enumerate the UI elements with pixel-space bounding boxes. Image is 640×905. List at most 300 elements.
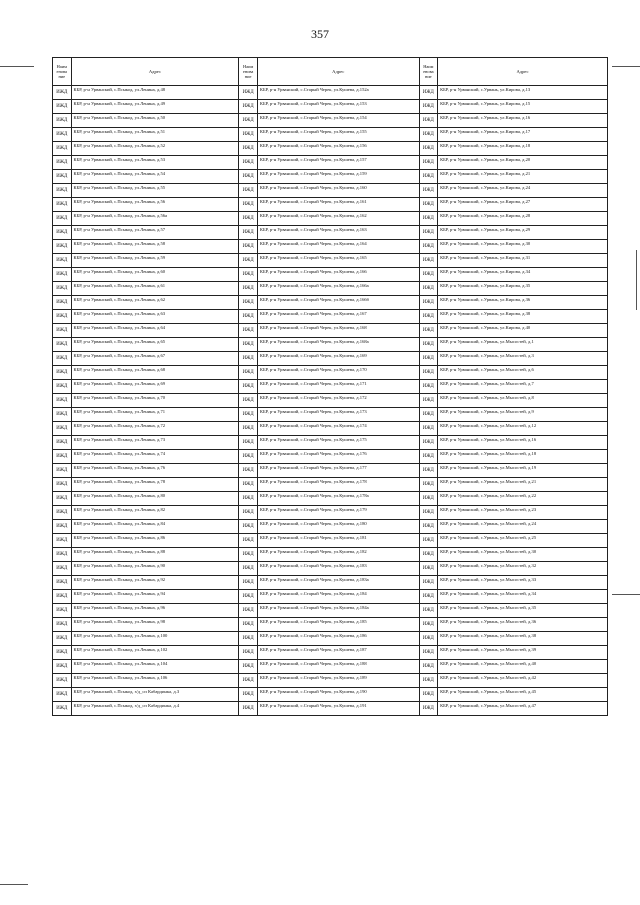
cell-type: ИЖД [419, 226, 438, 240]
cell-type: ИЖД [239, 212, 258, 226]
cell-address: КБР, р-н Урванский, с.Старый Черек, ул.Кушева, д.170 [257, 366, 419, 380]
cell-address: КБР, р-н Урванский, с.Старый Черек, ул.Кушева, д.161 [257, 198, 419, 212]
cell-address: КБР, р-н Урванский, с.Псыкод, ул.Ленина, д.64 [71, 324, 239, 338]
cell-type: ИЖД [53, 198, 72, 212]
cell-address: КБР, р-н Урванский, с.Старый Черек, ул.Кушева, д.184 [257, 590, 419, 604]
table-row [53, 268, 608, 282]
cell-type: ИЖД [239, 674, 258, 688]
cell-address: КБР, р-н Урванский, с.Псыкод, ул.Ленина, д.82 [71, 506, 239, 520]
cell-type: ИЖД [53, 100, 72, 114]
cell-type: ИЖД [419, 618, 438, 632]
cell-address: КБР, р-н Урванский, с.Урвань, ул.Кирова, д.31 [438, 254, 608, 268]
cell-address: КБР, р-н Урванский, с.Псыкод, ул.Ленина, д.94 [71, 590, 239, 604]
cell-address: КБР, р-н Урванский, с.Урвань, ул.Кирова, д.17 [438, 128, 608, 142]
cell-type: ИЖД [53, 86, 72, 100]
cell-type: ИЖД [53, 128, 72, 142]
cell-address: КБР, р-н Урванский, с.Урвань, ул.Кирова, д.35 [438, 282, 608, 296]
cell-type: ИЖД [419, 674, 438, 688]
cell-type: ИЖД [53, 492, 72, 506]
cell-address: КБР, р-н Урванский, с.Урвань, ул.Кирова, д.34 [438, 268, 608, 282]
cell-address: КБР, р-н Урванский, с.Старый Черек, ул.Кушева, д.168 [257, 324, 419, 338]
cell-type: ИЖД [53, 184, 72, 198]
table-row [53, 226, 608, 240]
cell-type: ИЖД [53, 576, 72, 590]
cell-type: ИЖД [419, 436, 438, 450]
cell-address: КБР, р-н Урванский, с.Старый Черек, ул.Кушева, д.183 [257, 562, 419, 576]
cell-address: КБР, р-н Урванский, с.Урвань, ул.Мысостей, д.25 [438, 534, 608, 548]
cell-address: КБР, р-н Урванский, с.Псыкод, ул.Ленина, д.96 [71, 604, 239, 618]
cell-address: КБР, р-н Урванский, с.Псыкод, ул.Ленина, д.50 [71, 114, 239, 128]
table-body [53, 86, 608, 716]
cell-address: КБР, р-н Урванский, с.Урвань, ул.Мысостей, д.7 [438, 380, 608, 394]
table-row [53, 632, 608, 646]
cell-address: КБР, р-н Урванский, с.Старый Черек, ул.Кушева, д.178а [257, 492, 419, 506]
cell-address: КБР, р-н Урванский, с.Псыкод, ул.Ленина, д.62 [71, 296, 239, 310]
cell-type: ИЖД [53, 506, 72, 520]
cell-type: ИЖД [53, 702, 72, 716]
cell-type: ИЖД [239, 86, 258, 100]
table-row [53, 520, 608, 534]
header-name-2: Наим енова ние [239, 58, 258, 86]
cell-address: КБР, р-н Урванский, с.Псыкод, ул.Ленина, д.92 [71, 576, 239, 590]
cell-address: КБР, р-н Урванский, с.Псыкод, ул.Ленина, д.80 [71, 492, 239, 506]
table-row [53, 352, 608, 366]
table-row [53, 324, 608, 338]
cell-address: КБР, р-н Урванский, с.Старый Черек, ул.Кушева, д.179 [257, 506, 419, 520]
cell-address: КБР, р-н Урванский, с.Псыкод, ул.Ленина, д.98 [71, 618, 239, 632]
cell-type: ИЖД [53, 394, 72, 408]
table-row [53, 338, 608, 352]
right-edge-mark [636, 250, 637, 310]
table-row [53, 450, 608, 464]
cell-type: ИЖД [53, 422, 72, 436]
cell-type: ИЖД [419, 114, 438, 128]
cell-address: КБР, р-н Урванский, с.Старый Черек, ул.Кушева, д.166б [257, 296, 419, 310]
cell-address: КБР, р-н Урванский, с.Старый Черек, ул.Кушева, д.153 [257, 100, 419, 114]
cell-address: КБР, р-н Урванский, с.Урвань, ул.Мысостей, д.19 [438, 464, 608, 478]
cell-type: ИЖД [53, 590, 72, 604]
table-row [53, 436, 608, 450]
cell-type: ИЖД [419, 660, 438, 674]
cell-type: ИЖД [239, 562, 258, 576]
cell-type: ИЖД [419, 590, 438, 604]
cell-type: ИЖД [239, 310, 258, 324]
cell-type: ИЖД [419, 352, 438, 366]
cell-type: ИЖД [239, 520, 258, 534]
cell-address: КБР, р-н Урванский, с.Старый Черек, ул.Кушева, д.168а [257, 338, 419, 352]
cell-type: ИЖД [53, 436, 72, 450]
cell-type: ИЖД [419, 688, 438, 702]
cell-type: ИЖД [419, 408, 438, 422]
cell-type: ИЖД [419, 534, 438, 548]
table-header-row [53, 58, 608, 86]
cell-type: ИЖД [419, 562, 438, 576]
cell-type: ИЖД [53, 520, 72, 534]
table-row [53, 674, 608, 688]
cell-address: КБР, р-н Урванский, с.Псыкод, ул.Ленина, д.106 [71, 674, 239, 688]
cell-address: КБР, р-н Урванский, с.Псыкод, ул.Ленина, д.51 [71, 128, 239, 142]
table-row [53, 366, 608, 380]
cell-address: КБР, р-н Урванский, с.Псыкод, ул.Ленина, д.67 [71, 352, 239, 366]
cell-type: ИЖД [239, 688, 258, 702]
table-row [53, 380, 608, 394]
cell-address: КБР, р-н Урванский, с.Псыкод, ул.Ленина, д.71 [71, 408, 239, 422]
cell-address: КБР, р-н Урванский, с.Старый Черек, ул.Кушева, д.163 [257, 226, 419, 240]
table-row [53, 646, 608, 660]
cell-type: ИЖД [419, 198, 438, 212]
cell-type: ИЖД [53, 380, 72, 394]
cell-type: ИЖД [239, 590, 258, 604]
table-row [53, 422, 608, 436]
cell-address: КБР, р-н Урванский, с.Урвань, ул.Мысостей, д.36 [438, 618, 608, 632]
cell-address: КБР, р-н Урванский, с.Старый Черек, ул.Кушева, д.157 [257, 156, 419, 170]
cell-type: ИЖД [239, 226, 258, 240]
cell-type: ИЖД [53, 156, 72, 170]
cell-type: ИЖД [239, 506, 258, 520]
cell-address: КБР, р-н Урванский, с.Урвань, ул.Кирова, д.16 [438, 114, 608, 128]
cell-type: ИЖД [53, 226, 72, 240]
cell-type: ИЖД [419, 240, 438, 254]
cell-address: КБР, р-н Урванский, с.Старый Черек, ул.Кушева, д.183а [257, 576, 419, 590]
cell-type: ИЖД [239, 156, 258, 170]
table-row [53, 128, 608, 142]
cell-address: КБР, р-н Урванский, с.Старый Черек, ул.Кушева, д.154 [257, 114, 419, 128]
cell-address: КБР, р-н Урванский, с.Старый Черек, ул.Кушева, д.172 [257, 394, 419, 408]
cell-address: КБР, р-н Урванский, с.Старый Черек, ул.Кушева, д.182 [257, 548, 419, 562]
cell-address: КБР, р-н Урванский, с.Урвань, ул.Мысостей, д.8 [438, 394, 608, 408]
address-table [52, 57, 608, 716]
cell-type: ИЖД [419, 380, 438, 394]
cell-address: КБР, р-н Урванский, с.Урвань, ул.Кирова, д.29 [438, 226, 608, 240]
cell-type: ИЖД [239, 632, 258, 646]
cell-type: ИЖД [53, 310, 72, 324]
cell-address: КБР, р-н Урванский, с.Псыкод, ул.Ленина, д.58 [71, 240, 239, 254]
table-row [53, 114, 608, 128]
cell-type: ИЖД [419, 450, 438, 464]
cell-address: КБР, р-н Урванский, с.Псыкод, ул.Ленина, д.78 [71, 478, 239, 492]
cell-address: КБР, р-н Урванский, с.Урвань, ул.Мысостей, д.39 [438, 646, 608, 660]
cell-type: ИЖД [419, 548, 438, 562]
left-margin-mark-2 [0, 884, 28, 885]
cell-address: КБР, р-н Урванский, с.Старый Черек, ул.Кушева, д.189 [257, 674, 419, 688]
cell-type: ИЖД [53, 268, 72, 282]
cell-type: ИЖД [419, 170, 438, 184]
cell-type: ИЖД [239, 366, 258, 380]
cell-type: ИЖД [239, 352, 258, 366]
cell-address: КБР, р-н Урванский, с.Псыкод, ул.Ленина, д.63 [71, 310, 239, 324]
cell-type: ИЖД [53, 632, 72, 646]
cell-address: КБР, р-н Урванский, с.Псыкод, ул.Ленина, д.70 [71, 394, 239, 408]
cell-type: ИЖД [419, 296, 438, 310]
cell-address: КБР, р-н Урванский, с.Урвань, ул.Мысостей, д.12 [438, 422, 608, 436]
cell-address: КБР, р-н Урванский, с.Урвань, ул.Мысостей, д.40 [438, 660, 608, 674]
cell-type: ИЖД [239, 170, 258, 184]
cell-address: КБР, р-н Урванский, с.Старый Черек, ул.Кушева, д.175 [257, 436, 419, 450]
cell-address: КБР, р-н Урванский, с.Старый Черек, ул.Кушева, д.156 [257, 142, 419, 156]
cell-address: КБР, р-н Урванский, с.Урвань, ул.Кирова, д.28 [438, 212, 608, 226]
cell-address: КБР, р-н Урванский, с.Псыкод, ул.Ленина, д.56а [71, 212, 239, 226]
cell-address: КБР, р-н Урванский, с.Старый Черек, ул.Кушева, д.173 [257, 408, 419, 422]
cell-type: ИЖД [419, 632, 438, 646]
cell-type: ИЖД [239, 282, 258, 296]
cell-address: КБР, р-н Урванский, с.Урвань, ул.Мысостей, д.45 [438, 688, 608, 702]
cell-type: ИЖД [53, 240, 72, 254]
cell-address: КБР, р-н Урванский, с.Псыкод, ул.Ленина, д.100 [71, 632, 239, 646]
left-margin-mark [0, 66, 34, 67]
cell-type: ИЖД [239, 268, 258, 282]
table-row [53, 212, 608, 226]
cell-address: КБР, р-н Урванский, с.Псыкод, ул.Ленина, д.49 [71, 100, 239, 114]
cell-type: ИЖД [53, 142, 72, 156]
table-row [53, 156, 608, 170]
cell-type: ИЖД [239, 380, 258, 394]
cell-type: ИЖД [53, 604, 72, 618]
cell-type: ИЖД [239, 198, 258, 212]
cell-type: ИЖД [419, 128, 438, 142]
cell-address: КБР, р-н Урванский, с.Псыкод, ул.Ленина, д.69 [71, 380, 239, 394]
cell-type: ИЖД [419, 394, 438, 408]
cell-address: КБР, р-н Урванский, с.Псыкод, ул.Ленина, д.60 [71, 268, 239, 282]
table-row [53, 142, 608, 156]
cell-address: КБР, р-н Урванский, с.Старый Черек, ул.Кушева, д.171 [257, 380, 419, 394]
cell-type: ИЖД [239, 324, 258, 338]
cell-address: КБР, р-н Урванский, с.Урвань, ул.Кирова, д.20 [438, 156, 608, 170]
header-address-1: Адрес [71, 58, 239, 86]
cell-type: ИЖД [239, 450, 258, 464]
table-row [53, 702, 608, 716]
cell-type: ИЖД [239, 128, 258, 142]
cell-type: ИЖД [53, 282, 72, 296]
cell-type: ИЖД [239, 394, 258, 408]
cell-type: ИЖД [53, 618, 72, 632]
cell-type: ИЖД [419, 604, 438, 618]
cell-type: ИЖД [239, 142, 258, 156]
cell-type: ИЖД [239, 478, 258, 492]
cell-address: КБР, р-н Урванский, с.Старый Черек, ул.Кушева, д.188 [257, 660, 419, 674]
cell-address: КБР, р-н Урванский, с.Урвань, ул.Мысостей, д.21 [438, 478, 608, 492]
right-margin-mark-2 [612, 594, 640, 595]
cell-address: КБР, р-н Урванский, с.Псыкод, ул.Ленина, д.76 [71, 464, 239, 478]
table-row [53, 296, 608, 310]
cell-address: КБР, р-н Урванский, с.Псыкод, ул.Ленина, д.59 [71, 254, 239, 268]
cell-address: КБР, р-н Урванский, с.Псыкод, з/д_сп Кабардинка, д.4 [71, 702, 239, 716]
cell-type: ИЖД [53, 646, 72, 660]
cell-type: ИЖД [239, 338, 258, 352]
cell-address: КБР, р-н Урванский, с.Псыкод, ул.Ленина, д.55 [71, 184, 239, 198]
cell-address: КБР, р-н Урванский, с.Урвань, ул.Мысостей, д.33 [438, 576, 608, 590]
cell-address: КБР, р-н Урванский, с.Старый Черек, ул.Кушева, д.174 [257, 422, 419, 436]
cell-address: КБР, р-н Урванский, с.Псыкод, ул.Ленина, д.48 [71, 86, 239, 100]
table-row [53, 562, 608, 576]
cell-type: ИЖД [53, 688, 72, 702]
cell-address: КБР, р-н Урванский, с.Урвань, ул.Кирова, д.24 [438, 184, 608, 198]
header-address-2: Адрес [257, 58, 419, 86]
cell-address: КБР, р-н Урванский, с.Псыкод, ул.Ленина, д.84 [71, 520, 239, 534]
cell-address: КБР, р-н Урванский, с.Старый Черек, ул.Кушева, д.159 [257, 170, 419, 184]
cell-type: ИЖД [239, 100, 258, 114]
table-row [53, 254, 608, 268]
cell-type: ИЖД [419, 100, 438, 114]
table-row [53, 86, 608, 100]
table-row [53, 478, 608, 492]
table-row [53, 548, 608, 562]
cell-type: ИЖД [53, 352, 72, 366]
cell-address: КБР, р-н Урванский, с.Урвань, ул.Кирова, д.27 [438, 198, 608, 212]
cell-address: КБР, р-н Урванский, с.Старый Черек, ул.Кушева, д.166 [257, 268, 419, 282]
cell-type: ИЖД [419, 492, 438, 506]
cell-type: ИЖД [419, 310, 438, 324]
cell-address: КБР, р-н Урванский, с.Псыкод, ул.Ленина, д.53 [71, 156, 239, 170]
page-number: 357 [311, 27, 329, 41]
cell-type: ИЖД [239, 646, 258, 660]
cell-address: КБР, р-н Урванский, с.Урвань, ул.Мысостей, д.34 [438, 590, 608, 604]
cell-address: КБР, р-н Урванский, с.Урвань, ул.Мысостей, д.38 [438, 632, 608, 646]
cell-address: КБР, р-н Урванский, с.Псыкод, ул.Ленина, д.73 [71, 436, 239, 450]
cell-address: КБР, р-н Урванский, с.Псыкод, ул.Ленина, д.74 [71, 450, 239, 464]
cell-address: КБР, р-н Урванский, с.Старый Черек, ул.Кушева, д.176 [257, 450, 419, 464]
cell-address: КБР, р-н Урванский, с.Псыкод, ул.Ленина, д.102 [71, 646, 239, 660]
cell-type: ИЖД [419, 506, 438, 520]
cell-address: КБР, р-н Урванский, с.Урвань, ул.Мысостей, д.24 [438, 520, 608, 534]
cell-address: КБР, р-н Урванский, с.Старый Черек, ул.Кушева, д.186 [257, 632, 419, 646]
cell-address: КБР, р-н Урванский, с.Старый Черек, ул.Кушева, д.184а [257, 604, 419, 618]
cell-address: КБР, р-н Урванский, с.Старый Черек, ул.Кушева, д.166а [257, 282, 419, 296]
cell-type: ИЖД [53, 450, 72, 464]
cell-type: ИЖД [239, 534, 258, 548]
cell-address: КБР, р-н Урванский, с.Урвань, ул.Мысостей, д.9 [438, 408, 608, 422]
cell-address: КБР, р-н Урванский, с.Старый Черек, ул.Кушева, д.187 [257, 646, 419, 660]
cell-address: КБР, р-н Урванский, с.Урвань, ул.Мысостей, д.18 [438, 450, 608, 464]
right-margin-mark [612, 66, 640, 67]
cell-address: КБР, р-н Урванский, с.Урвань, ул.Кирова, д.13 [438, 86, 608, 100]
table-row [53, 464, 608, 478]
cell-address: КБР, р-н Урванский, с.Старый Черек, ул.Кушева, д.167 [257, 310, 419, 324]
cell-type: ИЖД [419, 576, 438, 590]
cell-address: КБР, р-н Урванский, с.Псыкод, ул.Ленина, д.52 [71, 142, 239, 156]
cell-type: ИЖД [53, 254, 72, 268]
cell-address: КБР, р-н Урванский, с.Старый Черек, ул.Кушева, д.177 [257, 464, 419, 478]
cell-type: ИЖД [419, 464, 438, 478]
cell-address: КБР, р-н Урванский, с.Старый Черек, ул.Кушева, д.181 [257, 534, 419, 548]
cell-address: КБР, р-н Урванский, с.Псыкод, ул.Ленина, д.68 [71, 366, 239, 380]
cell-address: КБР, р-н Урванский, с.Псыкод, ул.Ленина, д.72 [71, 422, 239, 436]
table-row [53, 688, 608, 702]
cell-type: ИЖД [239, 618, 258, 632]
cell-address: КБР, р-н Урванский, с.Урвань, ул.Кирова, д.38 [438, 310, 608, 324]
cell-type: ИЖД [53, 548, 72, 562]
cell-type: ИЖД [239, 660, 258, 674]
cell-address: КБР, р-н Урванский, с.Урвань, ул.Мысостей, д.6 [438, 366, 608, 380]
cell-address: КБР, р-н Урванский, с.Псыкод, з/д_сп Кабардинка, д.3 [71, 688, 239, 702]
cell-type: ИЖД [239, 464, 258, 478]
cell-address: КБР, р-н Урванский, с.Урвань, ул.Мысостей, д.47 [438, 702, 608, 716]
cell-type: ИЖД [419, 86, 438, 100]
cell-type: ИЖД [53, 534, 72, 548]
cell-address: КБР, р-н Урванский, с.Старый Черек, ул.Кушева, д.178 [257, 478, 419, 492]
header-name-1: Наим енова ние [53, 58, 72, 86]
cell-type: ИЖД [53, 478, 72, 492]
cell-address: КБР, р-н Урванский, с.Урвань, ул.Мысостей, д.35 [438, 604, 608, 618]
cell-address: КБР, р-н Урванский, с.Урвань, ул.Мысостей, д.22 [438, 492, 608, 506]
table-row [53, 492, 608, 506]
cell-address: КБР, р-н Урванский, с.Урвань, ул.Мысостей, д.42 [438, 674, 608, 688]
table-row [53, 604, 608, 618]
table-row [53, 240, 608, 254]
cell-type: ИЖД [53, 170, 72, 184]
cell-type: ИЖД [239, 240, 258, 254]
cell-address: КБР, р-н Урванский, с.Урвань, ул.Кирова, д.15 [438, 100, 608, 114]
cell-address: КБР, р-н Урванский, с.Урвань, ул.Кирова, д.21 [438, 170, 608, 184]
cell-type: ИЖД [419, 212, 438, 226]
cell-type: ИЖД [419, 646, 438, 660]
cell-type: ИЖД [53, 212, 72, 226]
cell-type: ИЖД [419, 520, 438, 534]
cell-type: ИЖД [419, 324, 438, 338]
cell-type: ИЖД [53, 324, 72, 338]
table-row [53, 576, 608, 590]
cell-type: ИЖД [419, 702, 438, 716]
cell-type: ИЖД [419, 366, 438, 380]
cell-address: КБР, р-н Урванский, с.Урвань, ул.Кирова, д.18 [438, 142, 608, 156]
table-row [53, 394, 608, 408]
cell-type: ИЖД [419, 422, 438, 436]
cell-address: КБР, р-н Урванский, с.Старый Черек, ул.Кушева, д.155 [257, 128, 419, 142]
cell-address: КБР, р-н Урванский, с.Старый Черек, ул.Кушева, д.185 [257, 618, 419, 632]
cell-type: ИЖД [239, 436, 258, 450]
cell-type: ИЖД [239, 702, 258, 716]
table-row [53, 170, 608, 184]
cell-address: КБР, р-н Урванский, с.Псыкод, ул.Ленина, д.104 [71, 660, 239, 674]
cell-address: КБР, р-н Урванский, с.Урвань, ул.Мысостей, д.1 [438, 338, 608, 352]
table-row [53, 310, 608, 324]
cell-type: ИЖД [53, 338, 72, 352]
cell-address: КБР, р-н Урванский, с.Урвань, ул.Кирова, д.36 [438, 296, 608, 310]
cell-type: ИЖД [53, 562, 72, 576]
cell-address: КБР, р-н Урванский, с.Псыкод, ул.Ленина, д.57 [71, 226, 239, 240]
cell-type: ИЖД [419, 282, 438, 296]
table-row [53, 660, 608, 674]
table-row [53, 618, 608, 632]
cell-type: ИЖД [239, 114, 258, 128]
cell-type: ИЖД [419, 142, 438, 156]
cell-address: КБР, р-н Урванский, с.Псыкод, ул.Ленина, д.61 [71, 282, 239, 296]
cell-address: КБР, р-н Урванский, с.Урвань, ул.Мысостей, д.16 [438, 436, 608, 450]
cell-address: КБР, р-н Урванский, с.Псыкод, ул.Ленина, д.65 [71, 338, 239, 352]
cell-type: ИЖД [53, 464, 72, 478]
cell-address: КБР, р-н Урванский, с.Псыкод, ул.Ленина, д.90 [71, 562, 239, 576]
cell-type: ИЖД [53, 408, 72, 422]
cell-address: КБР, р-н Урванский, с.Урвань, ул.Мысостей, д.3 [438, 352, 608, 366]
cell-type: ИЖД [239, 254, 258, 268]
cell-type: ИЖД [239, 184, 258, 198]
header-name-3: Наим енова ние [419, 58, 438, 86]
table-row [53, 198, 608, 212]
cell-address: КБР, р-н Урванский, с.Урвань, ул.Мысостей, д.32 [438, 562, 608, 576]
cell-type: ИЖД [53, 366, 72, 380]
cell-address: КБР, р-н Урванский, с.Урвань, ул.Кирова, д.30 [438, 240, 608, 254]
cell-address: КБР, р-н Урванский, с.Старый Черек, ул.Кушева, д.190 [257, 688, 419, 702]
cell-type: ИЖД [53, 660, 72, 674]
cell-address: КБР, р-н Урванский, с.Старый Черек, ул.Кушева, д.191 [257, 702, 419, 716]
cell-address: КБР, р-н Урванский, с.Псыкод, ул.Ленина, д.86 [71, 534, 239, 548]
table-row [53, 506, 608, 520]
cell-type: ИЖД [239, 492, 258, 506]
cell-type: ИЖД [239, 576, 258, 590]
cell-address: КБР, р-н Урванский, с.Старый Черек, ул.Кушева, д.160 [257, 184, 419, 198]
header-address-3: Адрес [438, 58, 608, 86]
cell-type: ИЖД [53, 674, 72, 688]
cell-address: КБР, р-н Урванский, с.Урвань, ул.Мысостей, д.23 [438, 506, 608, 520]
